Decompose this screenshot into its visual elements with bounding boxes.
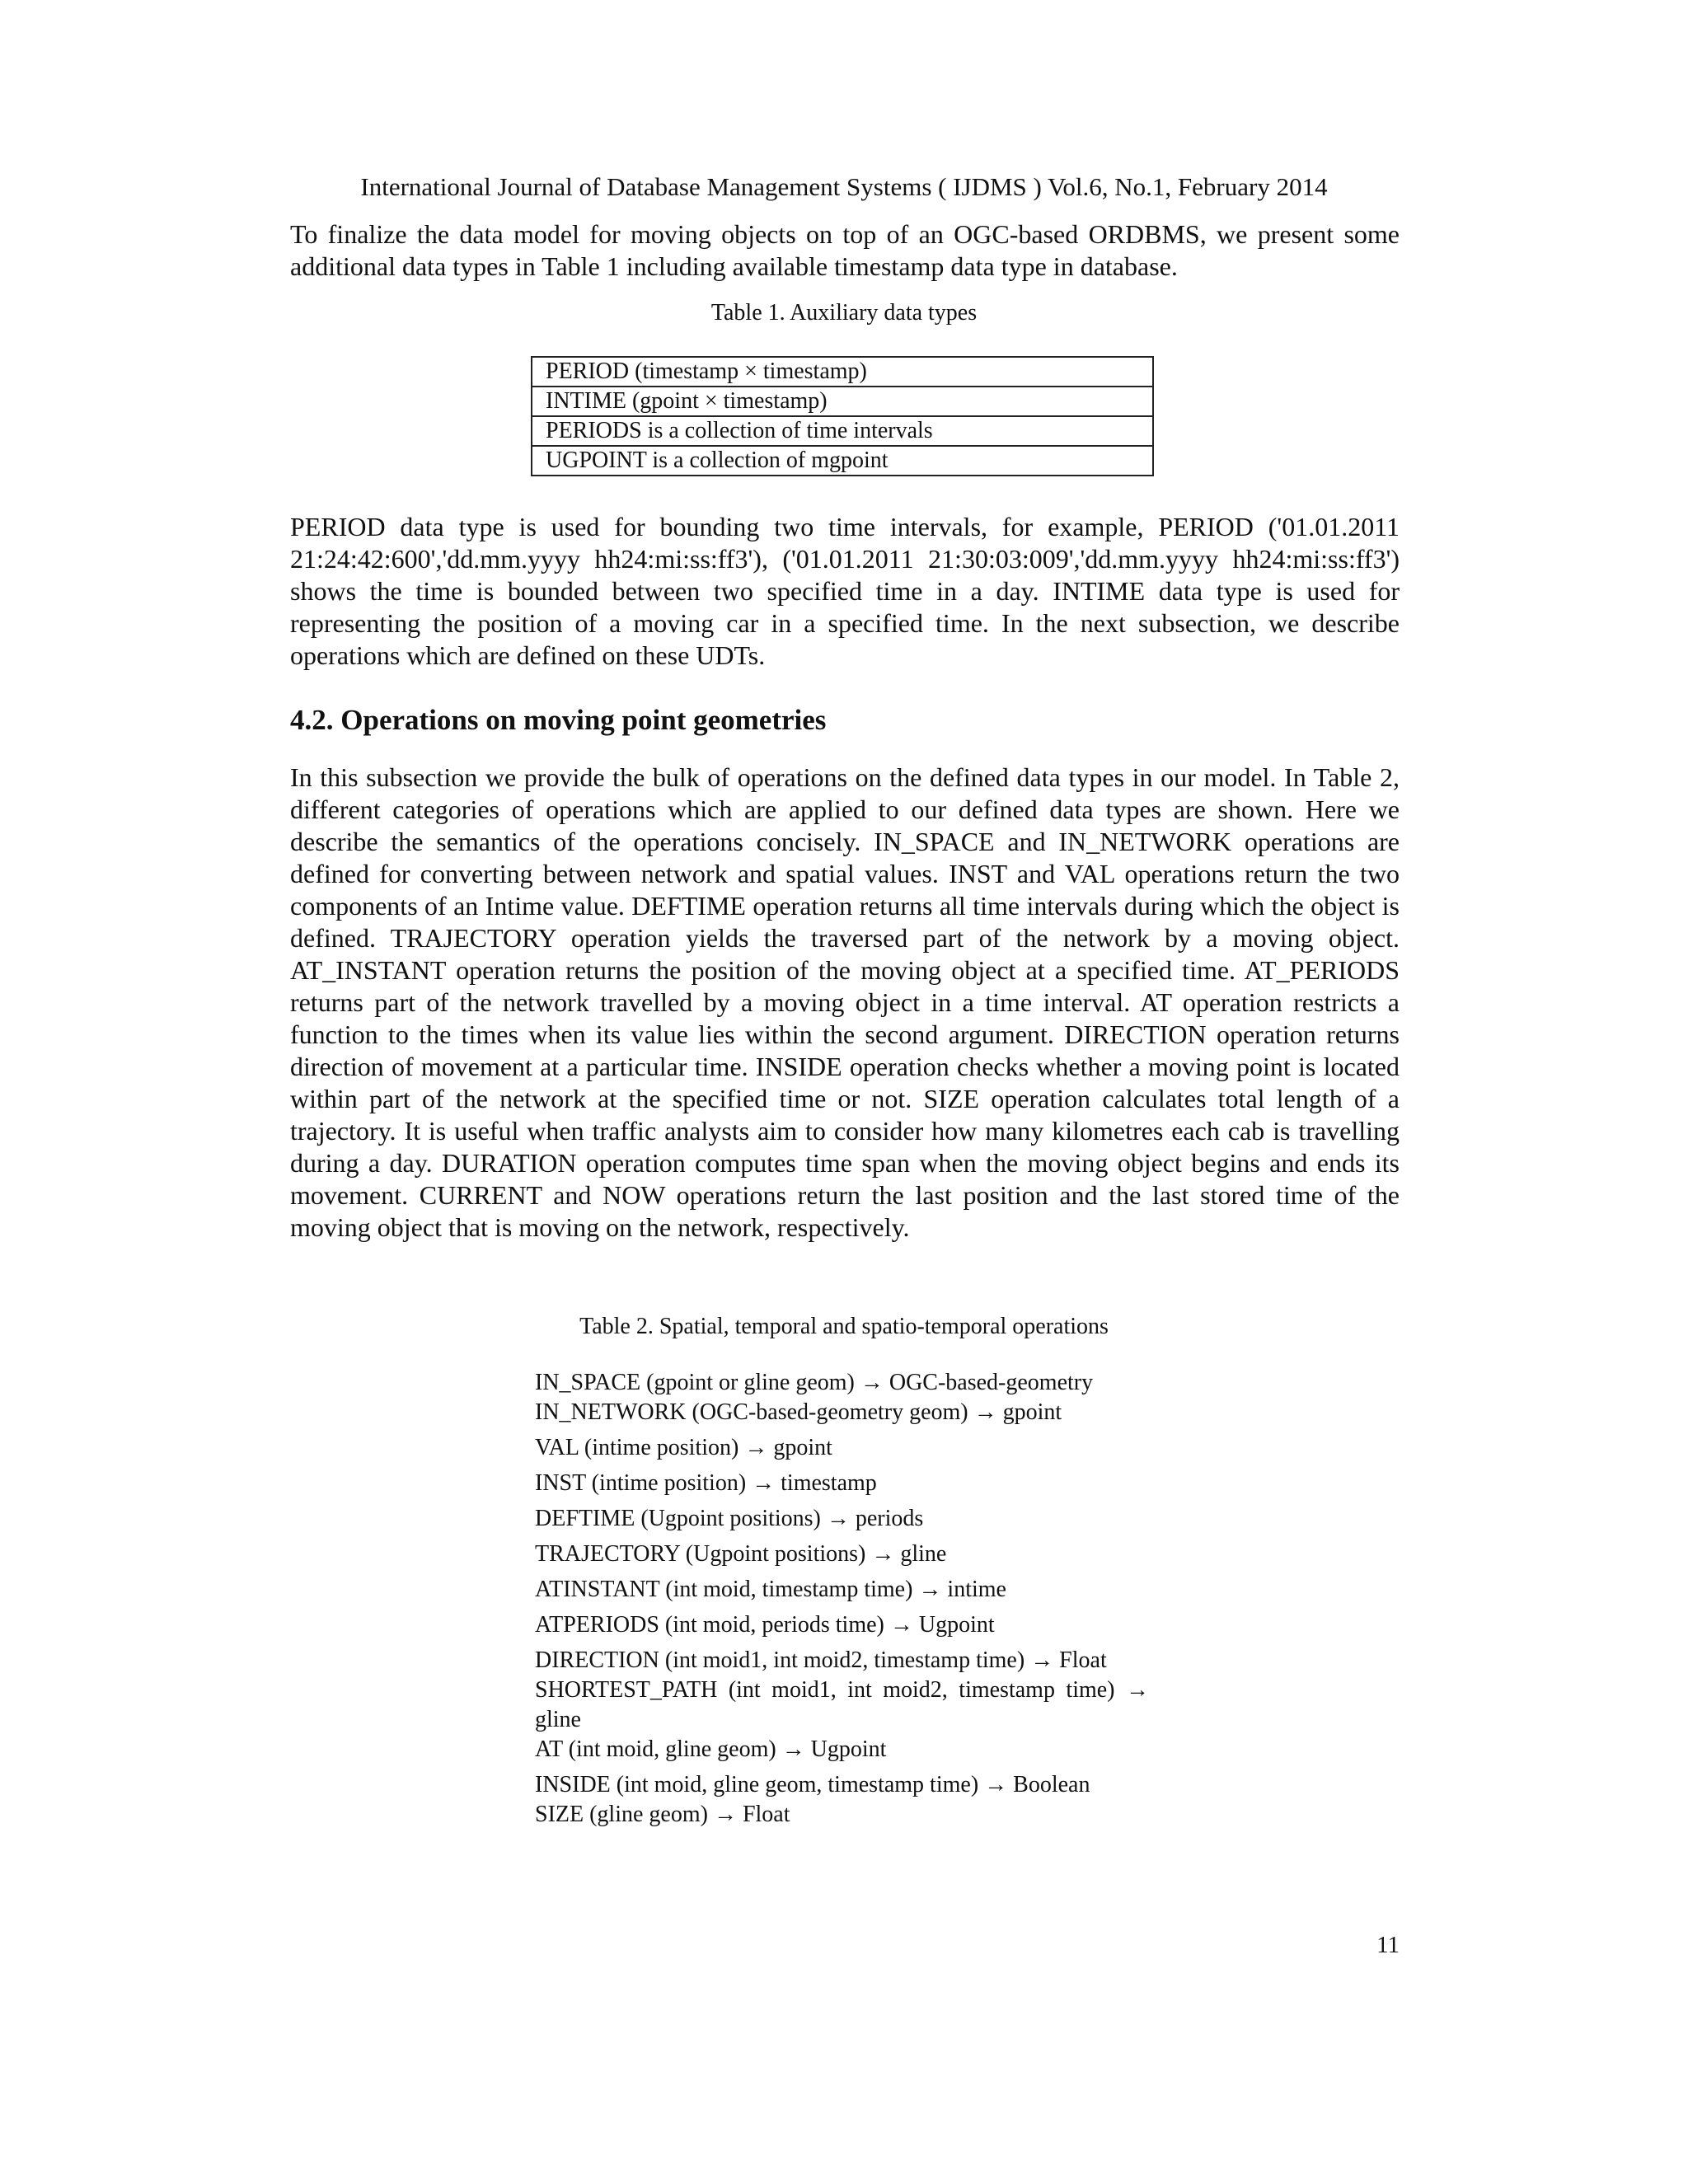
table1-caption: Table 1. Auxiliary data types <box>710 300 978 326</box>
list-item: INSIDE (int moid, gline geom, timestamp time) → Boolean <box>535 1772 1090 1797</box>
table-row <box>532 446 1153 476</box>
list-item: TRAJECTORY (Ugpoint positions) → gline <box>535 1541 947 1567</box>
list-item: DEFTIME (Ugpoint positions) → periods <box>535 1506 924 1531</box>
period-description-paragraph: PERIOD data type is used for bounding two time intervals, for example, PERIOD ('01.01.2011 21:24:42:600','dd.mm.yyyy hh24:mi:ss:ff3'), ('01.01.2011 21:30:03:009','dd.mm.yyyy hh24:mi:ss:ff3') shows the time is bounded between two specified time in a day. INTIME data type is used for representing the position of a moving car in a specified time. In the next subsection, we describe operations which are defined on these UDTs. <box>290 512 1400 670</box>
intro-paragraph: To finalize the data model for moving objects on top of an OGC-based ORDBMS, we present some additional data types in Table 1 including available timestamp data type in database. <box>290 219 1400 281</box>
page-number: 11 <box>1376 1932 1400 1958</box>
table-cell: INTIME (gpoint × timestamp) <box>532 387 1153 416</box>
list-item: IN_SPACE (gpoint or gline geom) → OGC-based-geometry <box>535 1370 1094 1395</box>
operations-description-paragraph: In this subsection we provide the bulk of operations on the defined data types in our model. In Table 2, different categories of operations which are applied to our defined data types are shown. Here we describe the semantics of the operations concisely. IN_SPACE and IN_NETWORK operations are defined for converting between network and spatial values. INST and VAL operations return the two components of an Intime value. DEFTIME operation returns all time intervals during which the object is defined. TRAJECTORY operation yields the traversed part of the network by a moving object. AT_INSTANT operation returns the position of the moving object at a specified time. AT_PERIODS returns part of the network travelled by a moving object in a time interval. AT operation restricts a function to the times when its value lies within the second argument. DIRECTION operation returns direction of movement at a particular time. INSIDE operation checks whether a moving point is located within part of the network at the specified time or not. SIZE operation calculates total length of a trajectory. It is useful when traffic analysts aim to consider how many kilometres each cab is travelling during a day. DURATION operation computes time span when the moving object begins and ends its movement. CURRENT and NOW operations return the last position and the last stored time of the moving object that is moving on the network, respectively. <box>290 762 1400 1242</box>
table-cell: UGPOINT is a collection of mgpoint <box>532 446 1153 476</box>
operations-list <box>535 1368 1149 1830</box>
list-item: SHORTEST_PATH (int moid1, int moid2, timestamp time) → gline <box>535 1677 1149 1732</box>
list-item: INST (intime position) → timestamp <box>535 1470 877 1496</box>
list-item: DIRECTION (int moid1, int moid2, timestamp time) → Float <box>535 1647 1107 1673</box>
list-item: ATINSTANT (int moid, timestamp time) → intime <box>535 1577 1006 1602</box>
list-item: AT (int moid, gline geom) → Ugpoint <box>535 1736 887 1762</box>
list-item: IN_NETWORK (OGC-based-geometry geom) → gpoint <box>535 1399 1062 1425</box>
running-header: International Journal of Database Management Systems ( IJDMS ) Vol.6, No.1, February 2014 <box>360 172 1328 201</box>
list-item: SIZE (gline geom) → Float <box>535 1802 790 1827</box>
table-row <box>532 387 1153 416</box>
table-cell: PERIOD (timestamp × timestamp) <box>532 357 1153 387</box>
table-row <box>532 357 1153 387</box>
section-heading: 4.2. Operations on moving point geometries <box>290 704 827 736</box>
list-item: VAL (intime position) → gpoint <box>535 1435 832 1460</box>
table-row <box>532 416 1153 446</box>
table-cell: PERIODS is a collection of time intervals <box>532 416 1153 446</box>
auxiliary-data-types-table <box>531 356 1154 476</box>
table2-caption: Table 2. Spatial, temporal and spatio-temporal operations <box>579 1314 1109 1339</box>
list-item: ATPERIODS (int moid, periods time) → Ugpoint <box>535 1612 995 1638</box>
